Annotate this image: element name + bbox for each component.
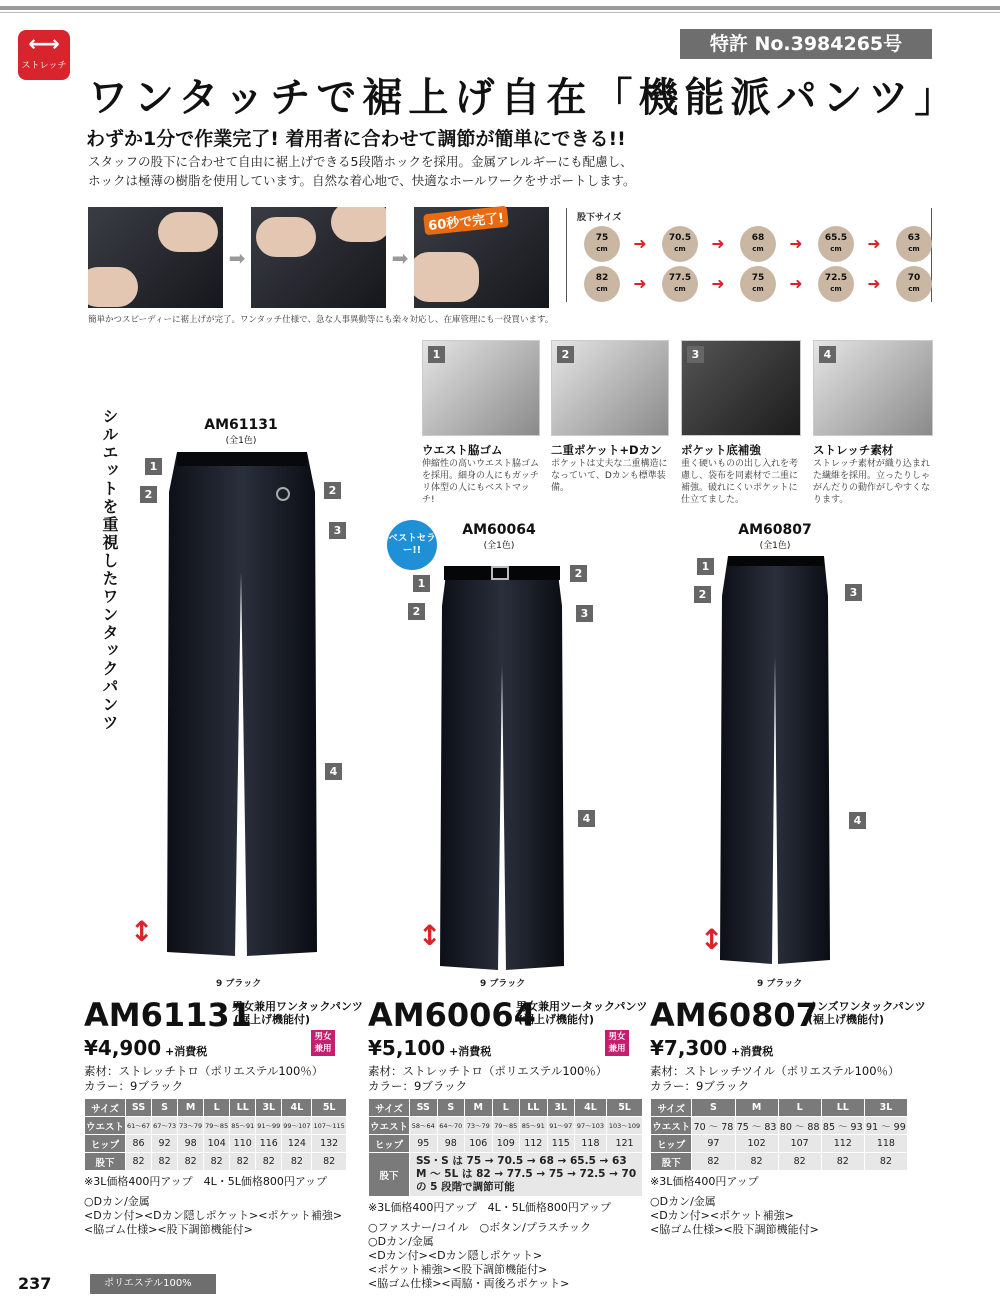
size-table-cell: 64～70 — [437, 1117, 465, 1135]
material-tag: ポリエステル100% — [90, 1274, 216, 1294]
size-table-row — [85, 1135, 347, 1153]
size-table-cell: 91～97 — [547, 1117, 575, 1135]
steps-caption: 簡単かつスピーディーに裾上げが完了。ワンタッチ仕様で、急な人事異動等にも楽々対応し、在庫管理にも一役買います。 — [88, 315, 554, 325]
inseam-unit: cm — [830, 245, 842, 253]
callout-number: 4 — [578, 810, 595, 827]
callout-number: 2 — [324, 482, 341, 499]
size-table-header-cell: M — [735, 1099, 778, 1117]
product-header — [368, 996, 648, 1036]
size-table-row — [369, 1117, 643, 1135]
size-table-cell: 70 ～ 78 — [692, 1117, 735, 1135]
product-code: AM61131 — [84, 996, 252, 1034]
product-desc-line: 男女兼用ツータックパンツ — [516, 1000, 648, 1013]
feature-title: 二重ポケット+Dカン — [551, 443, 662, 457]
size-table-cell: 82 — [204, 1153, 230, 1171]
size-table-cell: 82 — [152, 1153, 178, 1171]
inseam-value: 77.5 — [668, 273, 692, 283]
size-table-header-cell: 5L — [606, 1099, 642, 1117]
unisex-badge: 男女兼用 — [605, 1030, 629, 1056]
size-table-row — [651, 1117, 908, 1135]
size-table-cell: 82 — [230, 1153, 256, 1171]
size-table-cell: 109 — [492, 1135, 520, 1153]
callout-number: 1 — [413, 575, 430, 592]
step-photo-2 — [251, 207, 386, 308]
color-label: 9 ブラック — [757, 979, 803, 989]
size-table — [84, 1098, 347, 1171]
inseam-range-cell — [410, 1153, 643, 1197]
product-note: <脇ゴム仕様><股下調節機能付> — [650, 1223, 819, 1236]
callout-number: 1 — [145, 458, 162, 475]
size-table-cell: 118 — [575, 1135, 607, 1153]
product-note: <脇ゴム仕様><両脇・両後ろポケット> — [368, 1277, 570, 1290]
feature-number: 2 — [557, 346, 574, 363]
size-table-cell: 102 — [735, 1135, 778, 1153]
size-table-cell: 82 — [312, 1153, 346, 1171]
size-table — [368, 1098, 643, 1197]
product-desc-line: (裾上げ機能付) — [518, 1013, 595, 1026]
vertical-copy: シルエットを重視したワンタックパンツ — [100, 408, 119, 732]
size-table-cell: 82 — [778, 1153, 821, 1171]
hand-image — [331, 207, 386, 242]
product-note: <Dカン付><Dカン隠しポケット><ポケット補強> — [84, 1209, 343, 1222]
product-price — [650, 1036, 773, 1060]
price-row — [368, 1032, 630, 1064]
hand-image — [414, 252, 479, 302]
stretch-badge — [18, 30, 70, 80]
price-row — [84, 1032, 344, 1064]
feature-text: 重く硬いものの出し入れを考慮し、袋布を同素材で二重に補強。破れにくいポケットに仕立てました。 — [681, 459, 799, 505]
inseam-arrow-icon: ➜ — [867, 234, 881, 253]
callout-number: 3 — [845, 584, 862, 601]
hand-image — [256, 217, 316, 257]
size-table-cell: 82 — [126, 1153, 152, 1171]
size-table-header-cell: M — [178, 1099, 204, 1117]
size-table-cell: 116 — [256, 1135, 282, 1153]
inseam-unit: cm — [674, 245, 686, 253]
inseam-value: 68 — [751, 233, 765, 243]
product-notes — [84, 1175, 344, 1237]
feature-title: ウエスト脇ゴム — [422, 443, 503, 457]
price-row — [650, 1036, 920, 1064]
size-table-cell: 98 — [437, 1135, 465, 1153]
callout-number: 2 — [570, 565, 587, 582]
size-table-header-cell: SS — [410, 1099, 438, 1117]
size-table-cell: 82 — [178, 1153, 204, 1171]
callout-number: 2 — [694, 586, 711, 603]
feature-text: ストレッチ素材が織り込まれた繊維を採用。立ったりしゃがんだりの動作がしやすくなります。 — [813, 459, 931, 505]
inseam-range-line: SS・S は 75 → 70.5 → 68 → 65.5 → 63 — [416, 1155, 627, 1167]
size-table-header-cell: L — [204, 1099, 230, 1117]
model-label-code: AM61131 — [204, 417, 278, 433]
inseam-value-circle — [818, 266, 854, 302]
inseam-unit: cm — [908, 285, 920, 293]
unisex-badge: 男女兼用 — [311, 1030, 335, 1056]
inseam-value: 75 — [751, 273, 765, 283]
size-table-cell: ウエスト — [651, 1117, 692, 1135]
size-table-cell: ウエスト — [369, 1117, 410, 1135]
price-value: ¥4,900 — [84, 1036, 162, 1060]
inseam-value: 65.5 — [824, 233, 848, 243]
size-table-row — [651, 1135, 908, 1153]
best-seller-badge: ベストセラー!! — [387, 520, 437, 570]
size-table-cell: 103～109 — [606, 1117, 642, 1135]
size-table-cell: 85～91 — [230, 1117, 256, 1135]
description-line: スタッフの股下に合わせて自由に裾上げできる5段階ホックを採用。金属アレルギーにも配慮し、 — [88, 154, 633, 169]
size-table-cell: 99～107 — [282, 1117, 312, 1135]
size-table-row — [651, 1153, 908, 1171]
inseam-value: 82 — [595, 273, 609, 283]
inseam-arrow-icon: ➜ — [789, 274, 803, 293]
step-arrow-icon: ➡ — [228, 246, 246, 270]
callout-number: 4 — [849, 812, 866, 829]
product-note: ※3L価格400円アップ 4L・5L価格800円アップ — [368, 1201, 612, 1214]
product-desc-line: 男女兼用ワンタックパンツ — [232, 1000, 363, 1013]
size-table-cell: 91 ～ 99 — [864, 1117, 907, 1135]
size-table-cell: 107 — [778, 1135, 821, 1153]
size-table-cell: 82 — [821, 1153, 864, 1171]
model-label-colors: (全1色) — [759, 541, 791, 551]
size-table-header-cell: 3L — [256, 1099, 282, 1117]
size-table-header-cell: M — [465, 1099, 493, 1117]
model-label-colors: (全1色) — [483, 541, 515, 551]
inseam-arrow-icon: ➜ — [633, 234, 647, 253]
product-color: カラー：9ブラック — [650, 1079, 750, 1093]
product-note: ※3L価格400円アップ 4L・5L価格800円アップ — [84, 1175, 328, 1188]
size-table-cell: 104 — [204, 1135, 230, 1153]
size-table-cell: 75 ～ 83 — [735, 1117, 778, 1135]
size-table-cell: 73～79 — [465, 1117, 493, 1135]
callout-number: 2 — [408, 603, 425, 620]
product-note: ※3L価格400円アップ — [650, 1175, 759, 1188]
size-table-header-cell: S — [437, 1099, 465, 1117]
size-table-cell: ウエスト — [85, 1117, 126, 1135]
color-label: 9 ブラック — [480, 979, 526, 989]
size-table-header-cell: 4L — [282, 1099, 312, 1117]
size-table-cell: 107～115 — [312, 1117, 346, 1135]
page-headline: ワンタッチで裾上げ自在「機能派パンツ」 — [88, 75, 961, 121]
inseam-range-line: の 5 段階で調節可能 — [416, 1181, 515, 1193]
size-table-cell: 132 — [312, 1135, 346, 1153]
inseam-unit: cm — [908, 245, 920, 253]
size-table-cell: 80 ～ 88 — [778, 1117, 821, 1135]
size-table — [650, 1098, 908, 1171]
inseam-arrow-icon: ➜ — [789, 234, 803, 253]
size-table-header — [651, 1099, 908, 1117]
hand-image — [88, 267, 138, 307]
inseam-value-circle — [584, 226, 620, 262]
price-tax: +消費税 — [161, 1045, 208, 1058]
size-table-cell: 98 — [178, 1135, 204, 1153]
model-label-colors: (全1色) — [225, 436, 257, 446]
inseam-arrow-icon: ➜ — [711, 274, 725, 293]
pants-image-am61131 — [165, 452, 317, 960]
size-table-header-cell: 3L — [864, 1099, 907, 1117]
size-table-row — [369, 1135, 643, 1153]
hand-image — [158, 212, 218, 252]
size-table-row — [85, 1153, 347, 1171]
size-table-header-cell: S — [692, 1099, 735, 1117]
callout-number: 3 — [329, 522, 346, 539]
page-subhead: わずか1分で作業完了! 着用者に合わせて調節が簡単にできる!! — [86, 128, 626, 150]
product-notes — [650, 1175, 920, 1237]
size-table-header-cell: LL — [821, 1099, 864, 1117]
size-table-cell: 82 — [282, 1153, 312, 1171]
product-note: <Dカン付><Dカン隠しポケット> — [368, 1249, 543, 1262]
product-notes — [368, 1201, 630, 1291]
size-table-cell: ヒップ — [651, 1135, 692, 1153]
price-tax: +消費税 — [727, 1045, 774, 1058]
inseam-value: 72.5 — [824, 273, 848, 283]
size-table-header-cell: LL — [230, 1099, 256, 1117]
size-table-cell: ヒップ — [85, 1135, 126, 1153]
hem-adjust-arrow-icon: ↕ — [700, 923, 724, 956]
product-note: ○Dカン/金属 — [650, 1195, 716, 1208]
size-table-cell: 82 — [256, 1153, 282, 1171]
model-label — [454, 522, 544, 551]
size-table-cell: 92 — [152, 1135, 178, 1153]
size-table-cell: 95 — [410, 1135, 438, 1153]
feature-number: 1 — [428, 346, 445, 363]
product-block — [368, 996, 648, 1291]
color-label: 9 ブラック — [216, 979, 262, 989]
pants-image-am60807 — [720, 556, 830, 966]
product-desc — [232, 1000, 363, 1026]
product-note: <脇ゴム仕様><股下調節機能付> — [84, 1223, 253, 1236]
size-table-cell: 79～85 — [204, 1117, 230, 1135]
product-note: <Dカン付><ポケット補強> — [650, 1209, 794, 1222]
size-table-cell: 97～103 — [575, 1117, 607, 1135]
inseam-unit: cm — [752, 245, 764, 253]
product-note: ○Dカン/金属 — [368, 1235, 434, 1248]
size-table-cell: 106 — [465, 1135, 493, 1153]
product-desc-line: メンズワンタックパンツ — [806, 1000, 926, 1013]
product-desc-line: (裾上げ機能付) — [808, 1013, 885, 1026]
size-table-cell: 112 — [520, 1135, 548, 1153]
product-block — [84, 996, 363, 1237]
product-header — [84, 996, 363, 1036]
step-photo-1 — [88, 207, 223, 308]
product-desc-line: (裾上げ機能付) — [234, 1013, 311, 1026]
hem-adjust-arrow-icon: ↕ — [130, 915, 154, 948]
size-table-cell: 86 — [126, 1135, 152, 1153]
size-table-cell: 82 — [692, 1153, 735, 1171]
stretch-badge-label: ストレッチ — [21, 61, 67, 71]
model-label-code: AM60064 — [462, 522, 536, 538]
inseam-value-circle — [896, 226, 932, 262]
inseam-unit: cm — [674, 285, 686, 293]
patent-number: 特許 No.3984265号 — [680, 29, 932, 59]
size-table-header-cell: L — [778, 1099, 821, 1117]
inseam-unit: cm — [830, 285, 842, 293]
size-table-header — [369, 1099, 643, 1117]
size-table-header-cell: LL — [520, 1099, 548, 1117]
size-table-cell: 85～91 — [520, 1117, 548, 1135]
sixty-seconds-badge: 60秒で完了! — [423, 206, 509, 236]
price-tax: +消費税 — [445, 1045, 492, 1058]
hem-adjust-arrow-icon: ↕ — [418, 919, 442, 952]
inseam-value-circle — [740, 226, 776, 262]
page-number: 237 — [18, 1274, 52, 1293]
size-table-cell: 股下 — [85, 1153, 126, 1171]
size-table-cell: 67～73 — [152, 1117, 178, 1135]
product-note: ○Dカン/金属 — [84, 1195, 150, 1208]
callout-number: 4 — [325, 763, 342, 780]
top-rule-thin — [0, 12, 1000, 13]
size-table-header-cell: 4L — [575, 1099, 607, 1117]
size-table-cell: 股下 — [369, 1153, 410, 1197]
price-value: ¥7,300 — [650, 1036, 728, 1060]
product-color: カラー：9ブラック — [368, 1079, 468, 1093]
page-description — [88, 152, 728, 190]
size-table-cell: 73～79 — [178, 1117, 204, 1135]
size-table-header — [85, 1099, 347, 1117]
size-table-cell: 124 — [282, 1135, 312, 1153]
inseam-value-circle — [818, 226, 854, 262]
size-table-cell: 112 — [821, 1135, 864, 1153]
price-value: ¥5,100 — [368, 1036, 446, 1060]
size-table-header-cell: SS — [126, 1099, 152, 1117]
product-desc — [516, 1000, 647, 1026]
size-table-row — [369, 1153, 643, 1197]
product-code: AM60064 — [368, 996, 536, 1034]
inseam-range-line: M ～ 5L は 82 → 77.5 → 75 → 72.5 → 70 — [416, 1168, 637, 1180]
size-table-cell: 82 — [735, 1153, 778, 1171]
feature-text: ポケットは丈夫な二重構造になっていて、Dカンも標準装備。 — [551, 459, 668, 493]
product-price — [368, 1036, 491, 1060]
inseam-value-circle — [662, 226, 698, 262]
inseam-value-circle — [662, 266, 698, 302]
feature-title: ストレッチ素材 — [813, 443, 894, 457]
product-note: <ポケット補強><股下調節機能付> — [368, 1263, 548, 1276]
size-table-cell: 91～99 — [256, 1117, 282, 1135]
callout-number: 3 — [576, 605, 593, 622]
size-table-cell: 股下 — [651, 1153, 692, 1171]
size-table-header-cell: サイズ — [651, 1099, 692, 1117]
inseam-value: 70.5 — [668, 233, 692, 243]
product-color: カラー：9ブラック — [84, 1079, 184, 1093]
size-table-header-cell: 5L — [312, 1099, 346, 1117]
product-price — [84, 1036, 207, 1060]
product-code: AM60807 — [650, 996, 818, 1034]
inseam-arrow-icon: ➜ — [711, 234, 725, 253]
product-block — [650, 996, 926, 1237]
step-arrow-icon: ➡ — [391, 246, 409, 270]
product-desc — [806, 1000, 926, 1026]
size-table-cell: 115 — [547, 1135, 575, 1153]
size-table-cell: 110 — [230, 1135, 256, 1153]
size-table-header-cell: L — [492, 1099, 520, 1117]
callout-number: 1 — [697, 558, 714, 575]
model-label-code: AM60807 — [738, 522, 812, 538]
product-note: ○ファスナー/コイル ○ボタン/プラスチック — [368, 1221, 591, 1234]
size-table-cell: 97 — [692, 1135, 735, 1153]
feature-title: ポケット底補強 — [681, 443, 761, 457]
inseam-value: 63 — [907, 233, 921, 243]
size-table-row — [85, 1117, 347, 1135]
top-rule — [0, 6, 1000, 10]
size-table-header-cell: サイズ — [85, 1099, 126, 1117]
inseam-arrow-icon: ➜ — [867, 274, 881, 293]
inseam-value-circle — [584, 266, 620, 302]
inseam-value-circle — [740, 266, 776, 302]
feature-number: 4 — [819, 346, 836, 363]
size-table-cell: 121 — [606, 1135, 642, 1153]
inseam-title: 股下サイズ — [577, 213, 622, 223]
product-material: 素材：ストレッチツイル（ポリエステル100％） — [650, 1064, 900, 1078]
size-table-cell: 61～67 — [126, 1117, 152, 1135]
size-table-header-cell: サイズ — [369, 1099, 410, 1117]
size-table-cell: 85 ～ 93 — [821, 1117, 864, 1135]
size-table-cell: 118 — [864, 1135, 907, 1153]
inseam-unit: cm — [596, 285, 608, 293]
inseam-value: 70 — [907, 273, 921, 283]
model-label — [196, 417, 286, 446]
feature-number: 3 — [687, 346, 704, 363]
model-label — [730, 522, 820, 551]
size-table-header-cell: S — [152, 1099, 178, 1117]
feature-text: 伸縮性の高いウエスト脇ゴムを採用。細身の人にもガッチリ体型の人にもベストマッチ! — [422, 459, 540, 505]
product-material: 素材：ストレッチトロ（ポリエステル100％） — [84, 1064, 324, 1078]
size-table-cell: 82 — [864, 1153, 907, 1171]
size-table-cell: ヒップ — [369, 1135, 410, 1153]
inseam-unit: cm — [596, 245, 608, 253]
product-header — [650, 996, 926, 1036]
size-table-cell: 58～64 — [410, 1117, 438, 1135]
pants-image-am60064 — [440, 566, 564, 972]
product-material: 素材：ストレッチトロ（ポリエステル100％） — [368, 1064, 608, 1078]
callout-number: 2 — [140, 486, 157, 503]
size-table-cell: 79～85 — [492, 1117, 520, 1135]
description-line: ホックは極薄の樹脂を使用しています。自然な着心地で、快適なホールワークをサポートします。 — [88, 173, 636, 188]
inseam-value: 75 — [595, 233, 609, 243]
inseam-arrow-icon: ➜ — [633, 274, 647, 293]
stretch-arrow-icon: ⟷ — [28, 32, 60, 57]
inseam-value-circle — [896, 266, 932, 302]
size-table-header-cell: 3L — [547, 1099, 575, 1117]
inseam-unit: cm — [752, 285, 764, 293]
